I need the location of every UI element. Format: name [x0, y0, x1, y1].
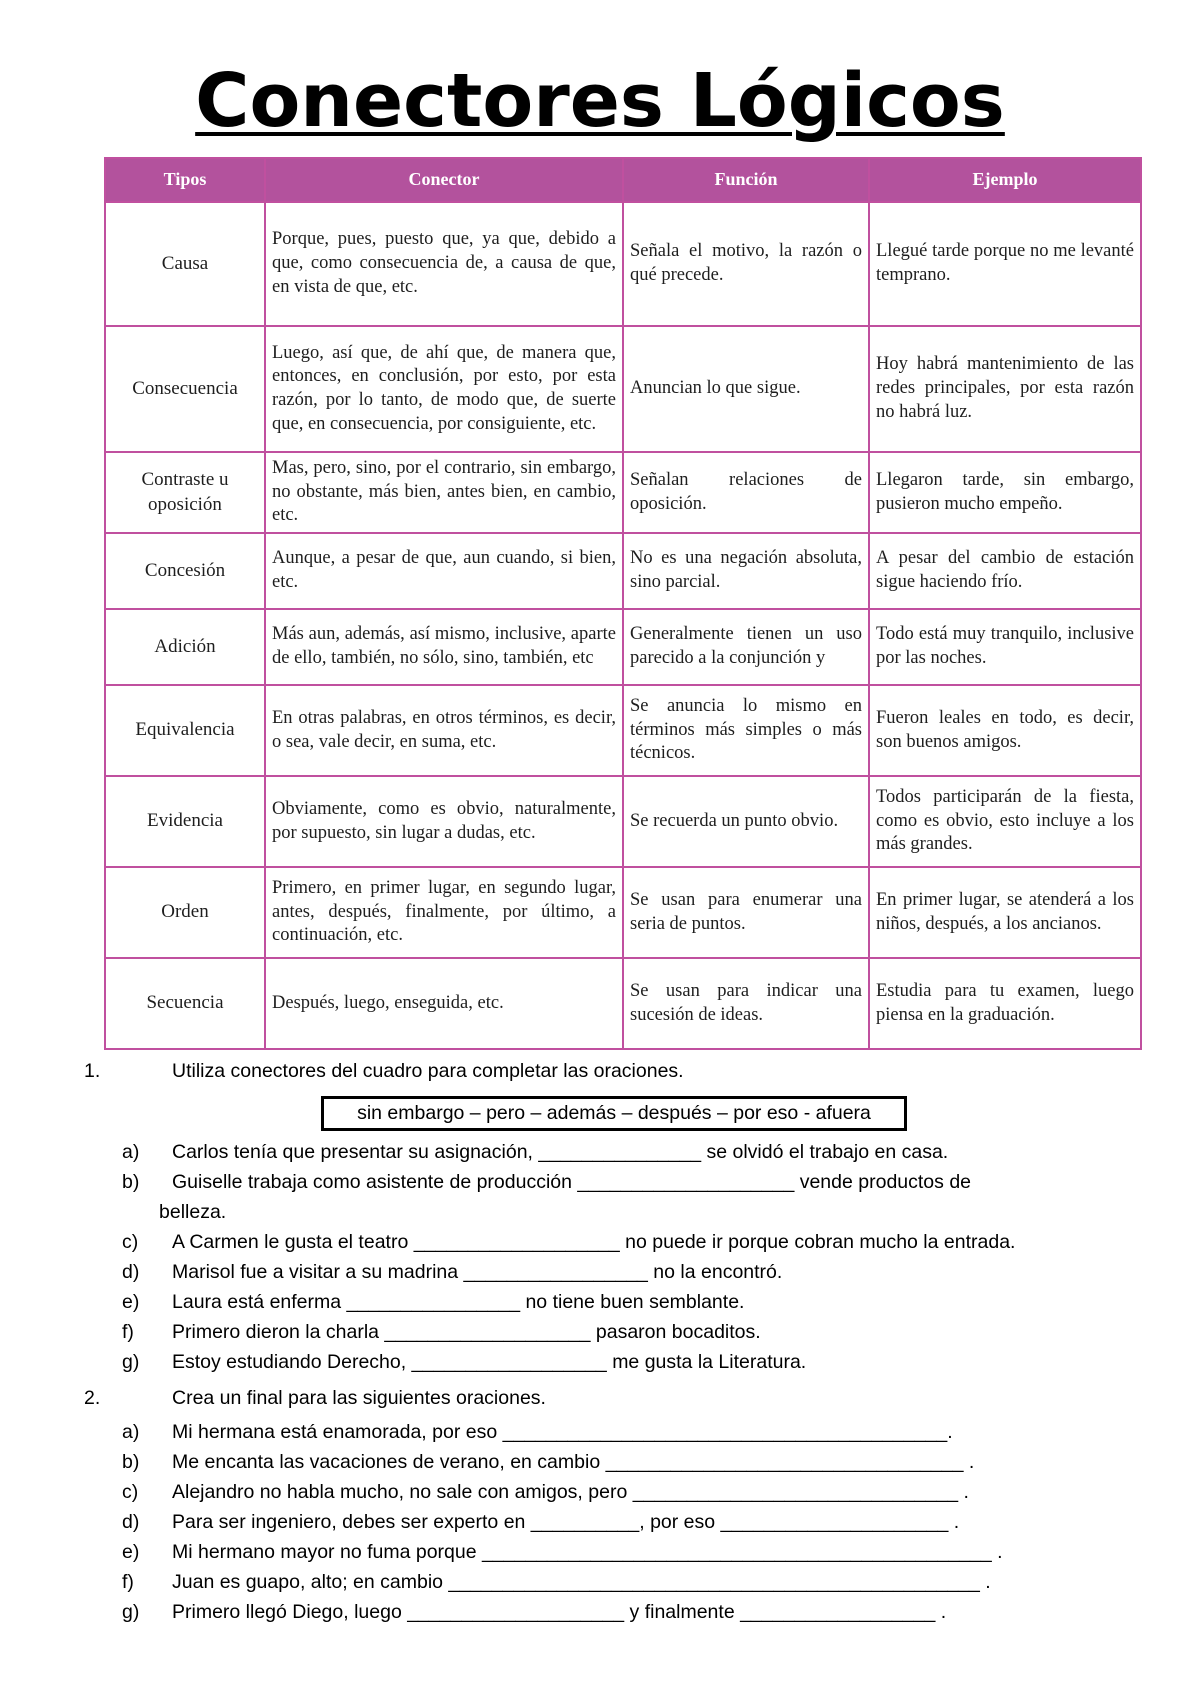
- table-row: [105, 202, 1141, 326]
- item-text: Marisol fue a visitar a su madrina _________________ no la encontró.: [172, 1261, 783, 1283]
- tipo-cell: Contraste u oposición: [105, 452, 265, 533]
- conector-cell: Obviamente, como es obvio, naturalmente, por supuesto, sin lugar a dudas, etc.: [265, 776, 623, 867]
- item-label: d): [122, 1261, 140, 1283]
- conector-cell: Después, luego, enseguida, etc.: [265, 958, 623, 1049]
- tipo-cell: Evidencia: [105, 776, 265, 867]
- conector-cell: Mas, pero, sino, por el contrario, sin embargo, no obstante, más bien, antes bien, en cambio, etc.: [265, 452, 623, 533]
- header-ejemplo: Ejemplo: [869, 158, 1141, 202]
- item-label: b): [122, 1171, 140, 1193]
- list-item: [84, 1257, 1144, 1287]
- funcion-cell: Se usan para enumerar una seria de puntos.: [623, 867, 869, 958]
- ejemplo-cell: Todo está muy tranquilo, inclusive por las noches.: [869, 609, 1141, 685]
- list-item: [84, 1287, 1144, 1317]
- word-bank: sin embargo – pero – además – después – por eso - afuera: [321, 1096, 907, 1131]
- ejemplo-cell: Fueron leales en todo, es decir, son buenos amigos.: [869, 685, 1141, 776]
- table-header-row: [105, 158, 1141, 202]
- ejemplo-cell: Llegaron tarde, sin embargo, pusieron mucho empeño.: [869, 452, 1141, 533]
- item-text: Guiselle trabaja como asistente de producción ____________________ vende productos de: [172, 1171, 972, 1193]
- item-label: e): [122, 1541, 140, 1563]
- table-row: [105, 867, 1141, 958]
- tipo-cell: Consecuencia: [105, 326, 265, 452]
- tipo-cell: Causa: [105, 202, 265, 326]
- exercises: [84, 1060, 1144, 1627]
- list-item: [84, 1507, 1144, 1537]
- list-item: [84, 1227, 1144, 1257]
- table-row: [105, 452, 1141, 533]
- list-item: [84, 1567, 1144, 1597]
- item-text: Primero llegó Diego, luego ____________________ y finalmente __________________ .: [172, 1601, 947, 1623]
- item-text: Me encanta las vacaciones de verano, en cambio _________________________________ .: [172, 1451, 975, 1473]
- tipo-cell: Concesión: [105, 533, 265, 609]
- connectors-table: [104, 157, 1142, 1050]
- tipo-cell: Adición: [105, 609, 265, 685]
- table-row: [105, 776, 1141, 867]
- header-funcion: Función: [623, 158, 869, 202]
- funcion-cell: Se usan para indicar una sucesión de ideas.: [623, 958, 869, 1049]
- funcion-cell: Se anuncia lo mismo en términos más simples o más técnicos.: [623, 685, 869, 776]
- tipo-cell: Orden: [105, 867, 265, 958]
- header-tipos: Tipos: [105, 158, 265, 202]
- funcion-cell: Se recuerda un punto obvio.: [623, 776, 869, 867]
- ejemplo-cell: Hoy habrá mantenimiento de las redes principales, por esta razón no habrá luz.: [869, 326, 1141, 452]
- list-item: [84, 1347, 1144, 1377]
- list-item: [84, 1417, 1144, 1447]
- item-label: a): [122, 1141, 140, 1163]
- page-title: Conectores Lógicos: [195, 58, 1005, 144]
- item-label: c): [122, 1481, 139, 1503]
- item-text-continued: belleza.: [159, 1201, 227, 1223]
- funcion-cell: No es una negación absoluta, sino parcial.: [623, 533, 869, 609]
- tipo-cell: Equivalencia: [105, 685, 265, 776]
- item-label: g): [122, 1351, 140, 1373]
- item-text: Mi hermano mayor no fuma porque _______________________________________________ .: [172, 1541, 1003, 1563]
- exercise2-instruction: Crea un final para las siguientes oraciones.: [172, 1387, 546, 1409]
- exercise1-instruction: Utiliza conectores del cuadro para completar las oraciones.: [172, 1060, 684, 1082]
- ejemplo-cell: Estudia para tu examen, luego piensa en la graduación.: [869, 958, 1141, 1049]
- list-item: [84, 1597, 1144, 1627]
- funcion-cell: Señalan relaciones de oposición.: [623, 452, 869, 533]
- item-label: a): [122, 1421, 140, 1443]
- item-text: Alejandro no habla mucho, no sale con amigos, pero ______________________________ .: [172, 1481, 969, 1503]
- item-label: f): [122, 1571, 134, 1593]
- conector-cell: En otras palabras, en otros términos, es decir, o sea, vale decir, en suma, etc.: [265, 685, 623, 776]
- item-text: Para ser ingeniero, debes ser experto en __________, por eso _____________________ .: [172, 1511, 960, 1533]
- table-row: [105, 685, 1141, 776]
- funcion-cell: Generalmente tienen un uso parecido a la conjunción y: [623, 609, 869, 685]
- ejemplo-cell: A pesar del cambio de estación sigue haciendo frío.: [869, 533, 1141, 609]
- ejemplo-cell: En primer lugar, se atenderá a los niños, después, a los ancianos.: [869, 867, 1141, 958]
- list-item: [84, 1167, 1144, 1227]
- item-text: Laura está enferma ________________ no tiene buen semblante.: [172, 1291, 745, 1313]
- list-item: [84, 1537, 1144, 1567]
- conector-cell: Primero, en primer lugar, en segundo lugar, antes, después, finalmente, por último, a continuación, etc.: [265, 867, 623, 958]
- exercise2-number: 2.: [84, 1387, 101, 1409]
- header-conector: Conector: [265, 158, 623, 202]
- list-item: [84, 1447, 1144, 1477]
- item-text: Mi hermana está enamorada, por eso _________________________________________.: [172, 1421, 953, 1443]
- item-label: b): [122, 1451, 140, 1473]
- item-label: d): [122, 1511, 140, 1533]
- tipo-cell: Secuencia: [105, 958, 265, 1049]
- ejemplo-cell: Llegué tarde porque no me levanté temprano.: [869, 202, 1141, 326]
- conector-cell: Luego, así que, de ahí que, de manera que, entonces, en conclusión, por esto, por esta razón, por lo tanto, de modo que, de suerte que, en consecuencia, por consiguiente, etc.: [265, 326, 623, 452]
- funcion-cell: Señala el motivo, la razón o qué precede.: [623, 202, 869, 326]
- table-row: [105, 326, 1141, 452]
- item-label: f): [122, 1321, 134, 1343]
- conector-cell: Aunque, a pesar de que, aun cuando, si bien, etc.: [265, 533, 623, 609]
- item-text: Carlos tenía que presentar su asignación, _______________ se olvidó el trabajo en casa.: [172, 1141, 949, 1163]
- list-item: [84, 1137, 1144, 1167]
- ejemplo-cell: Todos participarán de la fiesta, como es obvio, esto incluye a los más grandes.: [869, 776, 1141, 867]
- exercise1-number: 1.: [84, 1060, 101, 1082]
- conector-cell: Más aun, además, así mismo, inclusive, aparte de ello, también, no sólo, sino, también, etc: [265, 609, 623, 685]
- item-text: Primero dieron la charla ___________________ pasaron bocaditos.: [172, 1321, 761, 1343]
- table-row: [105, 609, 1141, 685]
- exercise2-heading: [84, 1387, 1144, 1417]
- table-row: [105, 958, 1141, 1049]
- item-text: Estoy estudiando Derecho, __________________ me gusta la Literatura.: [172, 1351, 807, 1373]
- item-label: e): [122, 1291, 140, 1313]
- conector-cell: Porque, pues, puesto que, ya que, debido a que, como consecuencia de, a causa de que, en vista de que, etc.: [265, 202, 623, 326]
- item-text: A Carmen le gusta el teatro ___________________ no puede ir porque cobran mucho la entrada.: [172, 1231, 1016, 1253]
- item-label: g): [122, 1601, 140, 1623]
- funcion-cell: Anuncian lo que sigue.: [623, 326, 869, 452]
- item-text: Juan es guapo, alto; en cambio _________________________________________________ .: [172, 1571, 991, 1593]
- list-item: [84, 1317, 1144, 1347]
- exercise1-heading: [84, 1060, 1144, 1090]
- item-label: c): [122, 1231, 139, 1253]
- list-item: [84, 1477, 1144, 1507]
- table-row: [105, 533, 1141, 609]
